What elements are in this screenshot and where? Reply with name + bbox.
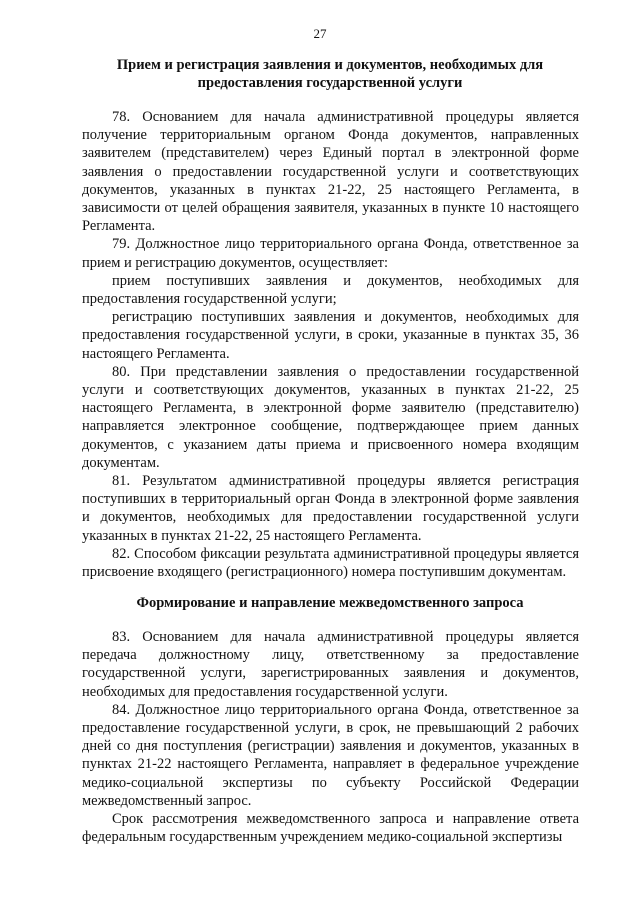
paragraph-81: 81. Результатом административной процедуры является регистрация поступивших в территориальный орган Фонда в электронной форме заявления и документов, необходимых для предоставлении государственной услуги указанных в пунктах 21-22, 25 настоящего Регламента. [82, 473, 579, 544]
section-title-line: Прием и регистрация заявления и документов, необходимых для [116, 57, 544, 73]
page-number: 27 [313, 26, 327, 41]
paragraph-83: 83. Основанием для начала административной процедуры является передача должностному лицу, ответственному за предоставление государственной услуги, зарегистрированных заявления и документов, необходимых для предоставления государственной услуги. [82, 629, 579, 700]
section-title-interagency-request: Формирование и направление межведомственного запроса [136, 595, 524, 611]
paragraph-80: 80. При представлении заявления о предоставлении государственной услуги и соответствующих документов, указанных в пунктах 21-22, 25 настоящего Регламента, в электронной форме заявителю (представителю) направляется электронное сообщение, подтверждающее прием данных документов, с указанием даты приема и присвоенного номера входящим документам. [82, 363, 579, 471]
paragraph-82: 82. Способом фиксации результата административной процедуры является присвоение входящего (регистрационного) номера поступившим документам. [82, 545, 579, 581]
section-title-reception [82, 56, 578, 92]
paragraph-79-item-reception: прием поступивших заявления и документов, необходимых для предоставления государственной услуги; [82, 272, 579, 308]
section-title-line: предоставления государственной услуги [197, 75, 463, 91]
paragraph-review-term: Срок рассмотрения межведомственного запроса и направление ответа федеральным государственным учреждением медико-социальной экспертизы [82, 811, 579, 846]
paragraph-79: 79. Должностное лицо территориального органа Фонда, ответственное за прием и регистрацию документов, осуществляет: [82, 236, 579, 271]
section-body-reception [82, 108, 579, 581]
section-body-interagency-request [82, 628, 579, 846]
paragraph-78: 78. Основанием для начала административной процедуры является получение территориальным органом Фонда документов, направленных заявителем (представителем) через Единый портал в электронной форме заявления о предоставлении государственной услуги и соответствующих документов, указанных в пунктах 21-22, 25 настоящего Регламента, в зависимости от целей обращения заявителя, указанных в пункте 10 настоящего Регламента. [82, 109, 579, 235]
paragraph-84: 84. Должностное лицо территориального органа Фонда, ответственное за предоставление государственной услуги, в срок, не превышающий 2 рабочих дней со дня поступления (регистрации) заявления и документов, указанных в пунктах 21-22 настоящего Регламента, направляет в федеральное учреждение медико-социальной экспертизы по субъекту Российской Федерации межведомственный запрос. [82, 701, 579, 809]
paragraph-79-item-registration: регистрацию поступивших заявления и документов, необходимых для предоставления государственной услуги, в сроки, указанные в пунктах 35, 36 настоящего Регламента. [82, 309, 579, 362]
